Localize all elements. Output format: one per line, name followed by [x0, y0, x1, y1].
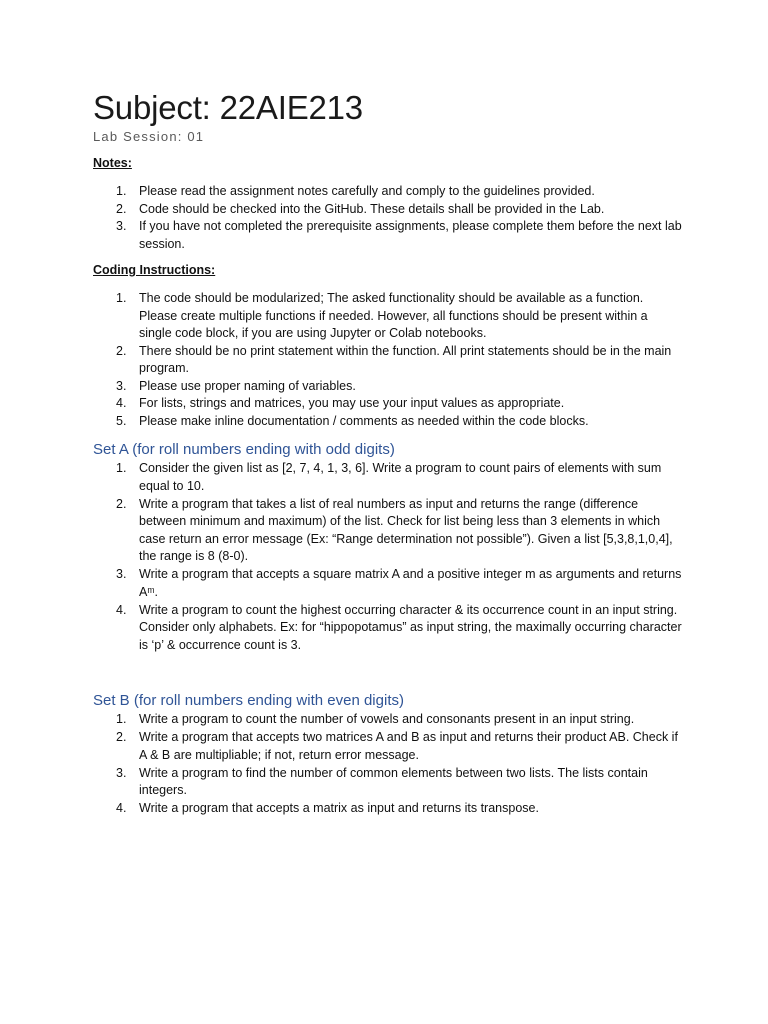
list-number: 2.: [116, 730, 127, 744]
list-item: [93, 566, 683, 601]
list-item-text: Code should be checked into the GitHub. These details shall be provided in the Lab.: [139, 201, 605, 216]
set-a-heading: Set A (for roll numbers ending with odd digits): [93, 441, 395, 458]
set-b-heading: Set B (for roll numbers ending with even digits): [93, 692, 404, 709]
list-number: 3.: [116, 219, 127, 233]
list-item-text: Write a program to find the number of common elements between two lists. The lists contain integers.: [139, 765, 648, 797]
set-a-list: [93, 460, 683, 655]
page-subtitle: Lab Session: 01: [93, 129, 205, 144]
list-item-text: Please read the assignment notes carefully and comply to the guidelines provided.: [139, 184, 595, 198]
list-item: [93, 800, 683, 818]
list-item: [93, 290, 683, 343]
coding-instructions-heading: Coding Instructions:: [93, 263, 216, 277]
list-item: [93, 765, 683, 800]
list-item: [93, 729, 683, 764]
list-item-text: There should be no print statement within the function. All print statements should be in the main program.: [139, 343, 672, 375]
page-title: Subject: 22AIE213: [93, 89, 363, 126]
list-number: 4.: [116, 396, 127, 410]
list-number: 3.: [116, 765, 127, 780]
list-item-text: Write a program to count the number of vowels and consonants present in an input string.: [139, 712, 635, 726]
list-number: 1.: [116, 712, 127, 726]
list-item-text: Please use proper naming of variables.: [139, 378, 356, 393]
notes-list: [93, 183, 683, 253]
list-item-text: Please make inline documentation / comments as needed within the code blocks.: [139, 413, 589, 428]
list-number: 1.: [116, 184, 127, 198]
list-item: [93, 183, 683, 201]
list-item-text: Write a program that accepts two matrices A and B as input and returns their product AB. Check if A & B are multipliable; if not, return error message.: [139, 730, 678, 762]
list-number: 4.: [116, 602, 127, 617]
list-number: 2.: [116, 343, 127, 358]
list-item-text: Write a program that accepts a square matrix A and a positive integer m as arguments and returns Aᵐ.: [139, 567, 682, 599]
list-item: [93, 602, 683, 655]
list-item: [93, 413, 683, 431]
list-number: 3.: [116, 567, 127, 581]
list-item-text: Write a program to count the highest occurring character & its occurrence count in an input string. Consider only alphabets. Ex: for “hippopotamus” as input string, the maximally occurring character is ‘p’ & occurrence count is 3.: [139, 602, 682, 652]
list-item-text: If you have not completed the prerequisite assignments, please complete them before the next lab session.: [139, 219, 682, 251]
list-number: 1.: [116, 461, 127, 475]
notes-heading: Notes:: [93, 156, 132, 170]
list-item-text: Write a program that accepts a matrix as input and returns its transpose.: [139, 801, 539, 815]
list-item-text: The code should be modularized; The asked functionality should be available as a function. Please create multiple functions if needed. However, all functions should be present within a single code block, if you are using Jupyter or Colab notebooks.: [139, 291, 648, 340]
list-number: 5.: [116, 413, 127, 428]
list-item-text: For lists, strings and matrices, you may use your input values as appropriate.: [139, 396, 565, 410]
list-item: [93, 201, 683, 219]
list-number: 3.: [116, 378, 127, 393]
list-item: [93, 395, 683, 413]
list-item-text: Consider the given list as [2, 7, 4, 1, 3, 6]. Write a program to count pairs of elements with sum equal to 10.: [139, 461, 662, 493]
list-item: [93, 218, 683, 253]
set-b-list: [93, 711, 683, 818]
list-number: 4.: [116, 801, 127, 815]
list-number: 1.: [116, 291, 127, 305]
list-number: 2.: [116, 201, 127, 216]
list-item: [93, 711, 683, 729]
list-number: 2.: [116, 496, 127, 511]
list-item-text: Write a program that takes a list of real numbers as input and returns the range (difference between minimum and maximum) of the list. Check for list being less than 3 elements in which case return an error message (Ex: “Range determination not possible”). Given a list [5,3,8,1,0,4], the range is 8 (8-0).: [139, 496, 673, 563]
list-item: [93, 496, 683, 566]
coding-instructions-list: [93, 290, 683, 430]
list-item: [93, 343, 683, 378]
list-item: [93, 460, 683, 495]
list-item: [93, 378, 683, 396]
